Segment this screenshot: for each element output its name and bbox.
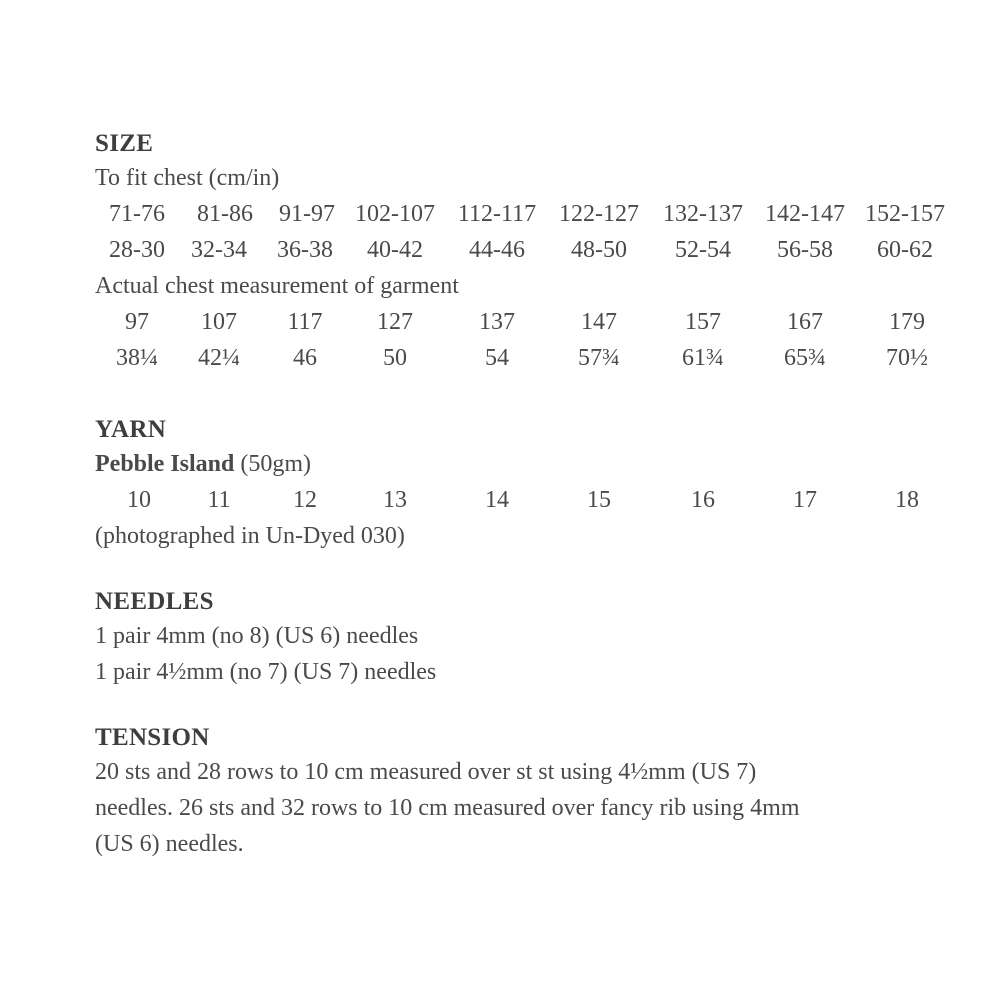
actual-in-cell: 54	[485, 345, 509, 371]
yarn-line	[95, 446, 975, 482]
actual-in-cell: 65¾	[784, 345, 826, 371]
size-in-cell: 32-34	[191, 237, 247, 263]
tension-heading: TENSION	[95, 724, 210, 751]
actual-cm-cell: 117	[287, 309, 323, 335]
size-cm-row	[95, 196, 975, 232]
yarn-balls-cell: 14	[485, 487, 509, 513]
yarn-name: Pebble Island	[95, 451, 235, 477]
tension-text	[95, 754, 975, 862]
actual-in-row	[95, 340, 975, 376]
actual-in-cell: 38¼	[116, 345, 158, 371]
yarn-balls-cell: 18	[895, 487, 919, 513]
yarn-balls-cell: 11	[207, 487, 231, 513]
size-cm-cell: 112-117	[457, 201, 537, 227]
actual-cm-cell: 157	[685, 309, 721, 335]
size-in-cell: 48-50	[571, 237, 627, 263]
size-cm-cell: 142-147	[765, 201, 845, 227]
actual-in-cell: 61¾	[682, 345, 724, 371]
yarn-balls-cell: 12	[293, 487, 317, 513]
actual-cm-cell: 137	[479, 309, 515, 335]
actual-cm-cell: 107	[201, 309, 237, 335]
yarn-heading: YARN	[95, 416, 167, 443]
actual-chest-label: Actual chest measurement of garment	[95, 273, 459, 299]
yarn-balls-cell: 16	[691, 487, 715, 513]
actual-in-cell: 57¾	[578, 345, 620, 371]
pattern-info	[95, 128, 975, 862]
size-in-cell: 40-42	[367, 237, 423, 263]
actual-in-cell: 50	[383, 345, 407, 371]
needles-item: 1 pair 4½mm (no 7) (US 7) needles	[95, 659, 437, 685]
size-cm-cell: 81-86	[197, 201, 253, 227]
actual-in-cell: 70½	[886, 345, 928, 371]
yarn-balls-cell: 13	[383, 487, 407, 513]
size-cm-cell: 152-157	[865, 201, 945, 227]
yarn-note: (photographed in Un-Dyed 030)	[95, 523, 405, 549]
actual-cm-cell: 167	[787, 309, 823, 335]
size-cm-cell: 132-137	[663, 201, 743, 227]
actual-in-cell: 42¼	[198, 345, 240, 371]
needles-heading: NEEDLES	[95, 588, 214, 615]
needles-item: 1 pair 4mm (no 8) (US 6) needles	[95, 623, 419, 649]
actual-cm-row	[95, 304, 975, 340]
tension-line: needles. 26 sts and 32 rows to 10 cm measured over fancy rib using 4mm	[95, 795, 800, 821]
to-fit-label: To fit chest (cm/in)	[95, 165, 280, 191]
actual-cm-cell: 179	[889, 309, 925, 335]
actual-cm-cell: 97	[125, 309, 149, 335]
actual-cm-cell: 127	[377, 309, 413, 335]
tension-line: (US 6) needles.	[95, 831, 244, 857]
size-heading: SIZE	[95, 130, 154, 157]
size-in-cell: 52-54	[675, 237, 731, 263]
size-cm-cell: 91-97	[279, 201, 335, 227]
size-in-cell: 44-46	[469, 237, 525, 263]
size-in-row	[95, 232, 975, 268]
tension-line: 20 sts and 28 rows to 10 cm measured over st st using 4½mm (US 7)	[95, 759, 757, 785]
yarn-balls-cell: 17	[793, 487, 817, 513]
actual-in-cell: 46	[293, 345, 317, 371]
size-cm-cell: 122-127	[559, 201, 639, 227]
size-in-cell: 36-38	[277, 237, 333, 263]
size-cm-cell: 71-76	[109, 201, 165, 227]
size-in-cell: 60-62	[877, 237, 933, 263]
size-cm-cell: 102-107	[355, 201, 435, 227]
yarn-weight: (50gm)	[240, 451, 312, 477]
actual-cm-cell: 147	[581, 309, 617, 335]
yarn-balls-cell: 10	[127, 487, 151, 513]
yarn-balls-cell: 15	[587, 487, 611, 513]
size-in-cell: 28-30	[109, 237, 165, 263]
yarn-balls-row	[95, 482, 975, 518]
size-in-cell: 56-58	[777, 237, 833, 263]
